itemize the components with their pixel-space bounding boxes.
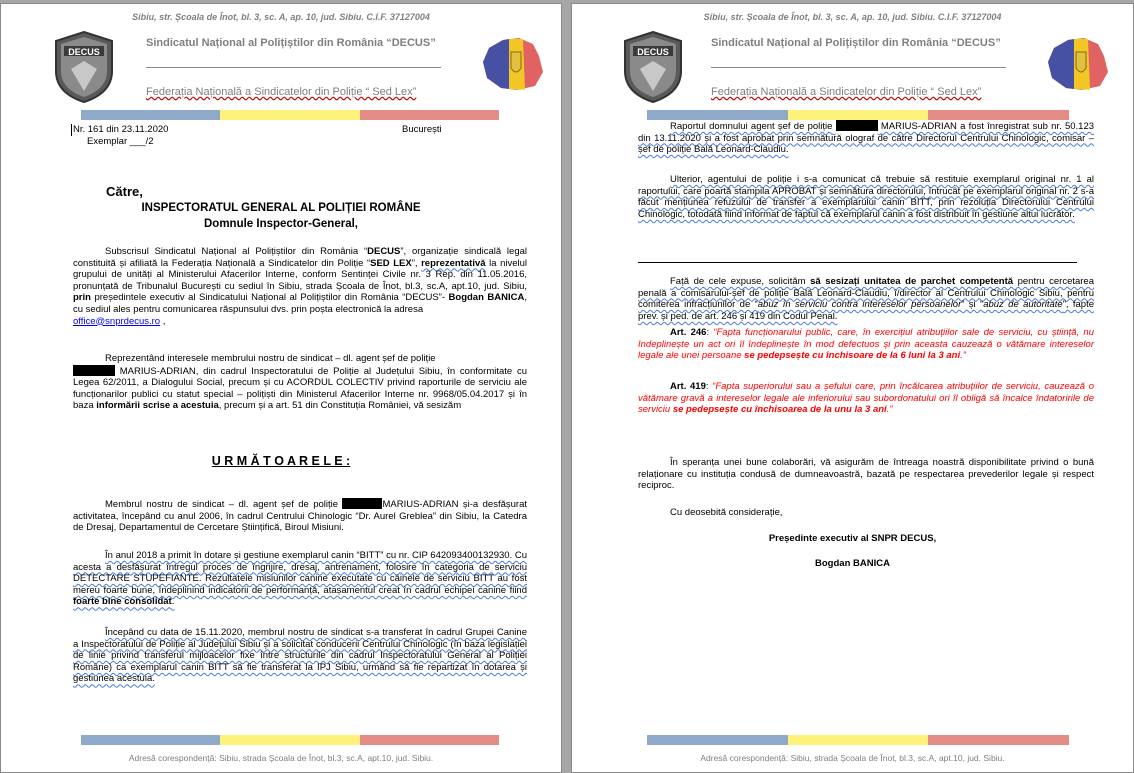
salutation: Domnule Inspector-General, (203, 218, 358, 230)
tricolor-bar-footer (647, 735, 1069, 745)
header-address: Sibiu, str. Școala de Înot, bl. 3, sc. A, ap. 10, jud. Sibiu. C.I.F. 37127004 (703, 12, 1002, 22)
paragraph-intro: Subscrisul Sindicatul Național al Polițiștilor din România “DECUS”, organizație sindicală legal constituită și afiliată la Federația Națională a Sindicatelor din Poliție “SED LEX”, reprezentativă la nivelul grupului de unități al Ministerului Afacerilor Interne, conform Sentinței Civile nr. 3 Rep. din 11.05.2016, pronunțată de Tribunalul București cu sediul în Sibiu, strada Școala de Înot, bl.3, sc.A, apt.10, jud. Sibiu, prin președintele executiv al Sindicatului Național al Polițiștilor din România “DECUS”- Bogdan BANICA, cu sediul ales pentru comunicarea răspunsului dvs. prin poșta electronică la adresa office@snprdecus.ro , (73, 246, 528, 327)
copy-number: Exemplar ___/2 (87, 136, 154, 147)
paragraph-transfer: Începând cu data de 15.11.2020, membrul nostru de sindicat s-a transferat în cadrul Grupei Canine a Inspectoratului de Poliție al Județului Sibiu și a solicitat conducerii Centrului Chinologic (în baza legislației de linie privind transferul mijloacelor fixe între structurile din cadrul Inspectoratului General al Poliției Române) ca exemplarul canin BITT să fie transferat la IPJ Sibiu, urmând să fie repartizat în dotarea și gestiunea acestuia. (73, 627, 527, 685)
tricolor-bar-footer (81, 735, 499, 745)
paragraph-report: Raportul domnului agent șef de poliție MARIUS-ADRIAN a fost înregistrat sub nr. 50.123 din 13.11.2020 și a fost aprobat prin semnătură olograf de către Directorul Centrului Chinologic, comisar – șef de poliție Bală Leonard-Claudiu. (638, 121, 1095, 156)
redacted-name (836, 120, 878, 131)
paragraph-restitution: Ulterior, agentului de poliție i s-a comunicat că trebuie să restituie exemplarul original nr. 1 al raportului, care poartă stampila APROBAT și semnătura directorului, întrucât pe exemplarul original nr. 2 s-a făcut mențiunea refuzului de transfer a exemplarului canin BITT, prin rezoluția Directorului Centrului Chinologic, totodată fiind informat de faptul că exemplarul canin a fost distribuit în gestiune altui lucrător. (638, 174, 1094, 220)
footer-address: Adresă corespondență: Sibiu, strada Școala de Înot, bl.3, sc.A, apt.10, jud. Sibiu. (700, 753, 1005, 763)
organization-name: Sindicatul Național al Polițiștilor din România “DECUS” (146, 37, 436, 49)
closing-formula: Cu deosebită considerație, (670, 507, 783, 518)
romania-map-icon (1046, 34, 1110, 94)
paragraph-dog-history: În anul 2018 a primit în dotare și gestiune exemplarul canin “BITT” cu nr. CIP 642093400132930. Cu acesta a desfășurat întregul proces de îngrijire, dresaj, antrenament, folosire în categoria de serviciu DETECTARE STUPEFIANTE. Rezultatele misiunilor canine executate cu câinele de serviciu BITT au fost mereu foarte bune, îndeplinind indicatorii de performanță, atașamentul creat în cadrul echipei canine fiind foarte bine consolidat. (73, 550, 527, 608)
federation-name: Federația Națională a Sindicatelor din Poliție “ Sed Lex” (711, 86, 982, 98)
paragraph-representation: Reprezentând interesele membrului nostru de sindicat – dl. agent șef de poliție MARIUS-ADRIAN, din cadrul Inspectoratului de Poliție al Județului Sibiu, în conformitate cu Legea 62/2011, a Dialogului Social, precum și cu ACORDUL COLECTIV privind raporturile de serviciu ale funcționarilor publici cu statut special – polițiști din Ministerul Afacerilor Interne nr. 9968/05.04.2017 și în baza informării scrise a acestuia, precum și a art. 51 din Constituția României, vă sesizăm (73, 353, 527, 412)
email-link[interactable]: office@snprdecus.ro (73, 315, 161, 327)
reference-number: Nr. 161 din 23.11.2020 (73, 124, 169, 135)
footer-address: Adresă corespondență: Sibiu, strada Școala de Înot, bl.3, sc.A, apt.10, jud. Sibiu. (128, 753, 434, 763)
federation-name: Federația Națională a Sindicatelor din Poliție “ Sed Lex” (146, 86, 417, 98)
signature-name: Bogdan BANICA (815, 558, 890, 569)
romania-map-icon (481, 34, 545, 94)
institution-name: INSPECTORATUL GENERAL AL POLIȚIEI ROMÂNE (141, 202, 421, 214)
redacted-name (73, 365, 115, 376)
city: București (402, 124, 442, 135)
decus-logo (53, 31, 115, 103)
document-page-2 (571, 3, 1134, 773)
header-divider (146, 67, 441, 68)
logo-text: DECUS (68, 47, 100, 57)
tricolor-bar (647, 110, 1069, 120)
addressee-label: Către, (106, 184, 143, 199)
redacted-name (342, 498, 382, 509)
organization-name: Sindicatul Național al Polițiștilor din România “DECUS” (711, 37, 1001, 49)
document-page-1 (0, 3, 562, 773)
header-divider (711, 67, 1006, 68)
separator-line (638, 262, 1077, 263)
section-heading: U R M Ă T O A R E L E : (211, 454, 351, 468)
article-419: Art. 419: “Fapta superiorului sau a șefului care, prin încălcarea atribuțiilor de serviciu, cauzează o vătămare gravă a intereselor legale ale inferiorului sau subordonatului ori îl obligă să încalce îndatoririle de serviciu se pedepsește cu închisoarea de la unu la 3 ani.” (638, 381, 1094, 416)
header-address: Sibiu, str. Școala de Înot, bl. 3, sc. A, ap. 10, jud. Sibiu. C.I.F. 37127004 (132, 12, 430, 22)
tricolor-bar (81, 110, 499, 120)
paragraph-closing: În speranța unei bune colaborări, vă asigurăm de întreaga noastră disponibilitate privind o bună relaționare cu instituția condusă de dumneavoastră, bazată pe respectarea prevederilor legale și respect reciproc. (638, 457, 1094, 492)
logo-text: DECUS (637, 47, 669, 57)
article-246: Art. 246: “Fapta funcționarului public, care, în exercițiul atribuțiilor sale de serviciu, cu știință, nu îndeplinește un act ori îl îndeplinește în mod defectuos și prin aceasta cauzează o vătămare intereselor legale ale unei persoane se pedepsește cu închisoare de la 6 luni la 3 ani.” (638, 327, 1095, 362)
paragraph-member: Membrul nostru de sindicat – dl. agent șef de poliție MARIUS-ADRIAN și-a desfășurat activitatea, începând cu anul 2006, în cadrul Centrului Chinologic “Dr. Aurel Greblea” din Sibiu, la Catedra de Dresaj, Departamentul de Cercetare Științifică, Biroul Misiuni. (73, 499, 527, 534)
paragraph-request: Față de cele expuse, solicităm să sesizați unitatea de parchet competentă pentru cercetarea penală a comisarului-șef de poliție Bală Leonard-Claudiu, î/director al Centrului Chinologic Sibiu, pentru comiterea infracțiunilor de “abuz în serviciu contra intereselor persoanelor” și “abuz de autoritate”, fapte prev. și ped. de art. 246 și 419 din Codul Penal. (638, 276, 1095, 322)
signature-title: Președinte executiv al SNPR DECUS, (768, 533, 937, 544)
decus-logo (622, 31, 684, 103)
